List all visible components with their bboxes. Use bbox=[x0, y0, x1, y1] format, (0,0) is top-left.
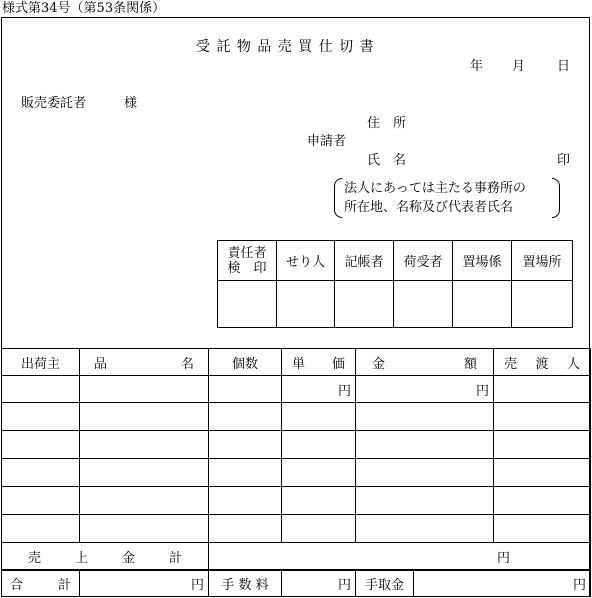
quantity-cell[interactable] bbox=[209, 487, 282, 515]
buyer-cell[interactable] bbox=[494, 487, 591, 515]
buyer-cell[interactable] bbox=[494, 403, 591, 431]
header-quantity: 個数 bbox=[209, 349, 282, 376]
date-day-label: 日 bbox=[557, 59, 571, 74]
date-month-label: 月 bbox=[512, 59, 526, 74]
applicant-note-line2: 所在地、名称及び代表者氏名 bbox=[344, 200, 514, 215]
amount-cell[interactable] bbox=[356, 431, 494, 459]
stamp-cell[interactable] bbox=[394, 281, 453, 328]
header-buyer: 売 渡 人 bbox=[494, 349, 591, 376]
item-name-cell[interactable] bbox=[80, 431, 209, 459]
stamp-header-auctioneer: せり人 bbox=[277, 241, 335, 281]
header-unit-price: 単 価 bbox=[282, 349, 356, 376]
yen-unit: 円 bbox=[190, 577, 204, 593]
stamp-cell[interactable] bbox=[335, 281, 394, 328]
item-name-cell[interactable] bbox=[80, 487, 209, 515]
yen-unit: 円 bbox=[572, 577, 586, 593]
unit-price-cell[interactable] bbox=[282, 403, 356, 431]
item-name-cell[interactable] bbox=[80, 403, 209, 431]
shipper-cell[interactable] bbox=[2, 376, 80, 403]
addressee-honorific: 様 bbox=[124, 96, 138, 111]
item-name-cell[interactable] bbox=[80, 515, 209, 543]
shipper-cell[interactable] bbox=[2, 431, 80, 459]
sales-total-row bbox=[2, 543, 591, 571]
shipper-cell[interactable] bbox=[2, 459, 80, 487]
amount-cell[interactable] bbox=[356, 515, 494, 543]
commission-label: 手 数 料 bbox=[209, 570, 282, 597]
amount-cell[interactable] bbox=[356, 376, 494, 403]
net-receipt-label: 手取金 bbox=[356, 570, 414, 597]
quantity-cell[interactable] bbox=[209, 515, 282, 543]
buyer-cell[interactable] bbox=[494, 376, 591, 403]
addressee-label: 販売委託者 bbox=[21, 96, 87, 111]
stamp-table bbox=[217, 240, 573, 328]
stamp-cell[interactable] bbox=[218, 281, 277, 328]
sales-total-label: 売 上 金 計 bbox=[2, 543, 209, 571]
date-year-label: 年 bbox=[470, 59, 484, 74]
unit-price-cell[interactable] bbox=[282, 376, 356, 403]
stamp-header-bookkeeper: 記帳者 bbox=[335, 241, 394, 281]
yen-unit: 円 bbox=[496, 551, 510, 566]
name-label: 氏 名 bbox=[367, 153, 407, 168]
applicant-note-line1: 法人にあっては主たる事務所の bbox=[344, 181, 526, 196]
form-id: 様式第34号（第53条関係） bbox=[2, 1, 166, 16]
yen-unit: 円 bbox=[475, 383, 489, 399]
table-row bbox=[2, 431, 591, 459]
grand-total-label: 合 計 bbox=[2, 570, 80, 597]
stamp-header-responsible: 責任者 検 印 bbox=[218, 241, 277, 281]
sales-total-value[interactable] bbox=[209, 543, 591, 571]
document-title: 受 託 物 品 売 買 仕 切 書 bbox=[196, 39, 375, 55]
table-row bbox=[2, 515, 591, 543]
header-item-name: 品 名 bbox=[80, 349, 209, 376]
stamp-header-storage-place: 置場所 bbox=[512, 241, 573, 281]
amount-cell[interactable] bbox=[356, 459, 494, 487]
grand-total-value[interactable] bbox=[80, 570, 209, 597]
address-label: 住 所 bbox=[367, 116, 407, 131]
unit-price-cell[interactable] bbox=[282, 487, 356, 515]
yen-unit: 円 bbox=[337, 383, 351, 399]
stamp-header-storage-clerk: 置場係 bbox=[453, 241, 512, 281]
item-name-cell[interactable] bbox=[80, 376, 209, 403]
stamp-cell[interactable] bbox=[277, 281, 335, 328]
commission-value[interactable] bbox=[282, 570, 356, 597]
shipper-cell[interactable] bbox=[2, 515, 80, 543]
shipper-cell[interactable] bbox=[2, 487, 80, 515]
stamp-cell[interactable] bbox=[453, 281, 512, 328]
yen-unit: 円 bbox=[337, 577, 351, 593]
table-row bbox=[2, 459, 591, 487]
buyer-cell[interactable] bbox=[494, 459, 591, 487]
quantity-cell[interactable] bbox=[209, 459, 282, 487]
amount-cell[interactable] bbox=[356, 403, 494, 431]
items-header-row bbox=[2, 349, 591, 376]
quantity-cell[interactable] bbox=[209, 403, 282, 431]
quantity-cell[interactable] bbox=[209, 431, 282, 459]
unit-price-cell[interactable] bbox=[282, 431, 356, 459]
shipper-cell[interactable] bbox=[2, 403, 80, 431]
stamp-cell[interactable] bbox=[512, 281, 573, 328]
applicant-label: 申請者 bbox=[307, 134, 347, 149]
table-row bbox=[2, 487, 591, 515]
amount-cell[interactable] bbox=[356, 487, 494, 515]
seal-mark: 印 bbox=[557, 153, 571, 168]
table-row bbox=[2, 376, 591, 403]
summary-table bbox=[1, 569, 591, 597]
unit-price-cell[interactable] bbox=[282, 515, 356, 543]
quantity-cell[interactable] bbox=[209, 376, 282, 403]
items-table bbox=[1, 348, 591, 571]
item-name-cell[interactable] bbox=[80, 459, 209, 487]
note-right-bracket bbox=[552, 178, 560, 218]
unit-price-cell[interactable] bbox=[282, 459, 356, 487]
buyer-cell[interactable] bbox=[494, 515, 591, 543]
buyer-cell[interactable] bbox=[494, 431, 591, 459]
net-receipt-value[interactable] bbox=[414, 570, 591, 597]
header-shipper: 出荷主 bbox=[2, 349, 80, 376]
table-row bbox=[2, 403, 591, 431]
note-left-bracket bbox=[334, 178, 342, 218]
stamp-header-receiver: 荷受者 bbox=[394, 241, 453, 281]
header-amount: 金 額 bbox=[356, 349, 494, 376]
